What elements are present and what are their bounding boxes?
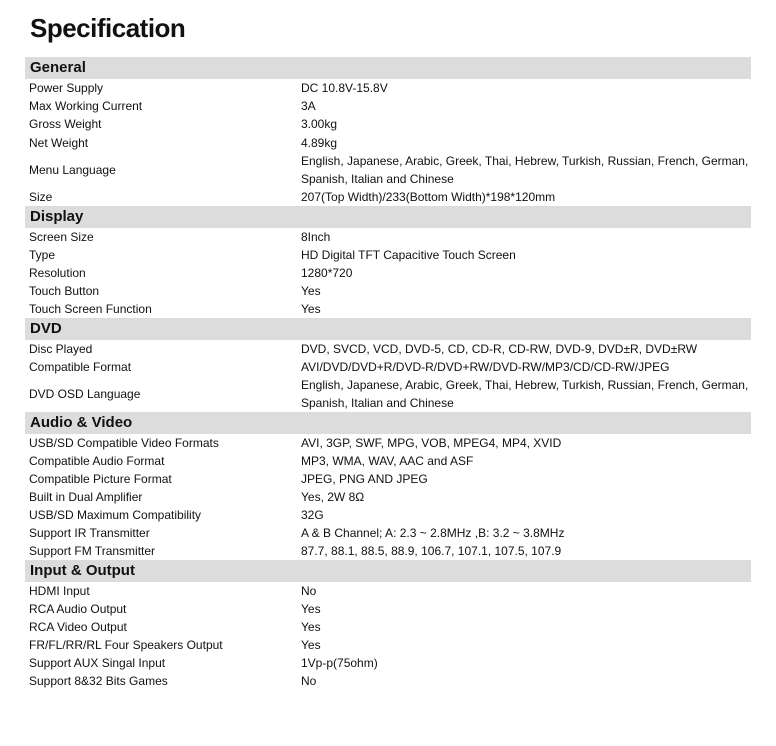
spec-label: Compatible Picture Format (29, 471, 172, 486)
section-input-output (25, 560, 751, 690)
spec-value: 207(Top Width)/233(Bottom Width)*198*120mm (301, 189, 556, 204)
spec-label: DVD OSD Language (29, 386, 141, 401)
page-title: Specification (30, 13, 186, 43)
spec-value: English, Japanese, Arabic, Greek, Thai, Hebrew, Turkish, Russian, French, German, Spanish, Italian and Chinese (301, 153, 749, 186)
spec-row (25, 600, 751, 618)
spec-row (25, 340, 751, 358)
spec-value: Yes (301, 283, 321, 298)
section-header: DVD (25, 318, 751, 340)
spec-label: Gross Weight (29, 117, 102, 132)
spec-row (25, 524, 751, 542)
section-audio-video (25, 412, 751, 560)
spec-label: Touch Screen Function (29, 301, 152, 316)
spec-label: Screen Size (29, 229, 94, 244)
spec-row (25, 488, 751, 506)
spec-row (25, 264, 751, 282)
spec-row (25, 672, 751, 690)
spec-label: Support AUX Singal Input (29, 655, 166, 670)
spec-label: Size (29, 189, 53, 204)
spec-label: Resolution (29, 265, 86, 280)
spec-label: Touch Button (29, 283, 100, 298)
spec-row (25, 376, 751, 412)
spec-label: Support FM Transmitter (29, 543, 156, 558)
spec-label: Power Supply (29, 81, 104, 96)
spec-label: Compatible Format (29, 359, 132, 374)
spec-label: Menu Language (29, 162, 116, 177)
spec-label: FR/FL/RR/RL Four Speakers Output (29, 637, 223, 652)
spec-value: 3.00kg (301, 117, 338, 132)
spec-value: DC 10.8V-15.8V (301, 81, 388, 95)
spec-value: 4.89kg (301, 135, 338, 150)
spec-value: No (301, 673, 317, 688)
spec-value: AVI/DVD/DVD+R/DVD-R/DVD+RW/DVD-RW/MP3/CD/CD-RW/JPEG (301, 359, 670, 374)
spec-value: 1Vp-p(75ohm) (301, 655, 378, 670)
spec-value: HD Digital TFT Capacitive Touch Screen (301, 247, 516, 262)
spec-row (25, 582, 751, 600)
spec-row (25, 188, 751, 206)
spec-value: 8Inch (301, 229, 331, 244)
spec-value: 87.7, 88.1, 88.5, 88.9, 106.7, 107.1, 107.5, 107.9 (301, 543, 562, 558)
section-header: Input & Output (25, 560, 751, 582)
spec-value: 3A (301, 99, 316, 114)
spec-value: MP3, WMA, WAV, AAC and ASF (301, 453, 474, 468)
section-general (25, 57, 751, 206)
spec-sheet (25, 57, 751, 690)
spec-value: Yes (301, 637, 321, 652)
spec-value: Yes (301, 301, 321, 316)
spec-row (25, 636, 751, 654)
spec-row (25, 115, 751, 133)
section-dvd (25, 318, 751, 412)
section-header: General (25, 57, 751, 79)
spec-value: Yes (301, 601, 321, 616)
section-header: Display (25, 206, 751, 228)
spec-label: Max Working Current (29, 99, 143, 114)
spec-value: AVI, 3GP, SWF, MPG, VOB, MPEG4, MP4, XVID (301, 435, 562, 450)
spec-label: Net Weight (29, 135, 89, 150)
spec-row (25, 618, 751, 636)
spec-value: 1280*720 (301, 265, 353, 280)
spec-value: English, Japanese, Arabic, Greek, Thai, Hebrew, Turkish, Russian, French, German, Spanish, Italian and Chinese (301, 377, 749, 410)
spec-label: Compatible Audio Format (29, 453, 165, 468)
spec-label: USB/SD Compatible Video Formats (29, 435, 219, 450)
spec-value: JPEG, PNG AND JPEG (301, 471, 428, 486)
spec-value: Yes (301, 619, 321, 634)
spec-row (25, 79, 751, 97)
spec-label: USB/SD Maximum Compatibility (29, 507, 202, 522)
spec-value: A & B Channel; A: 2.3 ~ 2.8MHz ,B: 3.2 ~ 3.8MHz (301, 525, 565, 540)
spec-row (25, 542, 751, 560)
spec-label: Disc Played (29, 341, 93, 356)
spec-row (25, 246, 751, 264)
section-display (25, 206, 751, 318)
spec-row (25, 654, 751, 672)
spec-label: Type (29, 247, 56, 262)
spec-value: No (301, 583, 317, 598)
spec-row (25, 434, 751, 452)
spec-row (25, 228, 751, 246)
spec-label: RCA Video Output (29, 619, 127, 634)
spec-label: Built in Dual Amplifier (29, 489, 143, 504)
section-header: Audio & Video (25, 412, 751, 434)
spec-row (25, 358, 751, 376)
spec-value: 32G (301, 507, 324, 522)
spec-label: Support IR Transmitter (29, 525, 150, 540)
spec-row (25, 300, 751, 318)
spec-row (25, 452, 751, 470)
spec-label: RCA Audio Output (29, 601, 127, 616)
spec-label: HDMI Input (29, 583, 90, 598)
spec-row (25, 506, 751, 524)
spec-value: Yes, 2W 8Ω (301, 489, 365, 504)
spec-row (25, 470, 751, 488)
spec-row (25, 97, 751, 115)
spec-value: DVD, SVCD, VCD, DVD-5, CD, CD-R, CD-RW, DVD-9, DVD±R, DVD±RW (301, 341, 698, 356)
spec-label: Support 8&32 Bits Games (29, 673, 168, 688)
spec-row (25, 134, 751, 152)
spec-row (25, 282, 751, 300)
spec-row (25, 152, 751, 188)
